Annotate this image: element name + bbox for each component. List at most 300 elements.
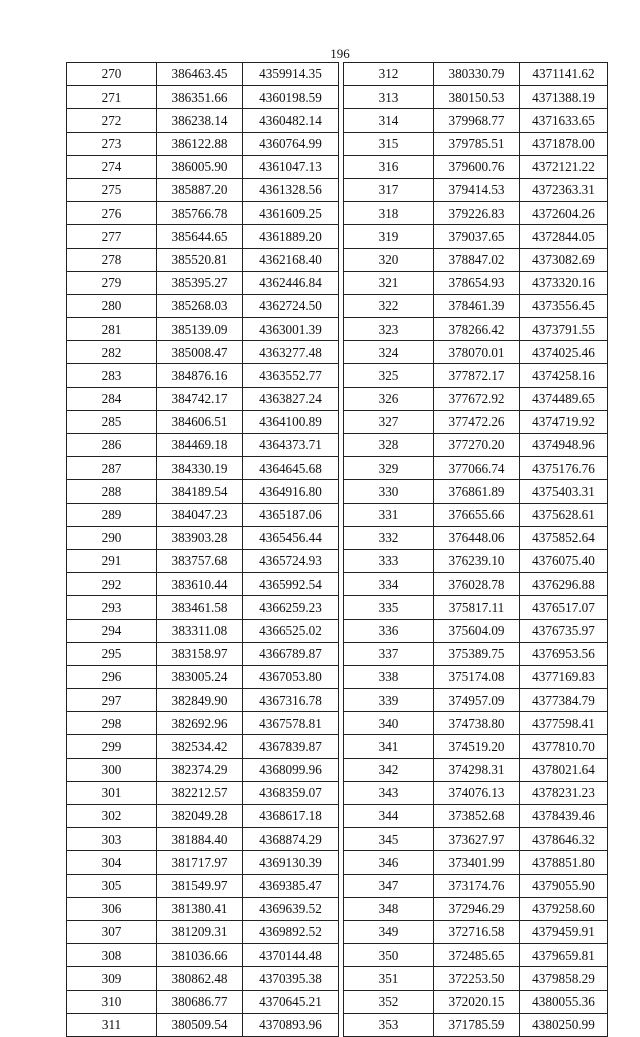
x-coordinate-cell: 379600.76: [434, 155, 520, 178]
point-number-cell: 333: [344, 549, 434, 572]
table-row: [67, 735, 339, 758]
table-row: [67, 364, 339, 387]
y-coordinate-cell: 4366525.02: [243, 619, 339, 642]
y-coordinate-cell: 4362724.50: [243, 294, 339, 317]
y-coordinate-cell: 4359914.35: [243, 63, 339, 86]
x-coordinate-cell: 373627.97: [434, 828, 520, 851]
y-coordinate-cell: 4370395.38: [243, 967, 339, 990]
table-row: [67, 480, 339, 503]
y-coordinate-cell: 4362168.40: [243, 248, 339, 271]
table-row: [344, 480, 608, 503]
point-number-cell: 322: [344, 294, 434, 317]
y-coordinate-cell: 4362446.84: [243, 271, 339, 294]
point-number-cell: 284: [67, 387, 157, 410]
point-number-cell: 340: [344, 712, 434, 735]
x-coordinate-cell: 379037.65: [434, 225, 520, 248]
y-coordinate-cell: 4375403.31: [520, 480, 608, 503]
table-row: [344, 967, 608, 990]
table-row: [67, 573, 339, 596]
point-number-cell: 335: [344, 596, 434, 619]
y-coordinate-cell: 4372121.22: [520, 155, 608, 178]
x-coordinate-cell: 382534.42: [157, 735, 243, 758]
y-coordinate-cell: 4374719.92: [520, 410, 608, 433]
y-coordinate-cell: 4363001.39: [243, 318, 339, 341]
table-row: [67, 294, 339, 317]
point-number-cell: 281: [67, 318, 157, 341]
point-number-cell: 353: [344, 1013, 434, 1036]
point-number-cell: 327: [344, 410, 434, 433]
point-number-cell: 337: [344, 642, 434, 665]
x-coordinate-cell: 382212.57: [157, 781, 243, 804]
y-coordinate-cell: 4379258.60: [520, 897, 608, 920]
y-coordinate-cell: 4367839.87: [243, 735, 339, 758]
y-coordinate-cell: 4378646.32: [520, 828, 608, 851]
point-number-cell: 288: [67, 480, 157, 503]
y-coordinate-cell: 4364100.89: [243, 410, 339, 433]
x-coordinate-cell: 379968.77: [434, 109, 520, 132]
table-row: [344, 202, 608, 225]
table-row: [344, 387, 608, 410]
x-coordinate-cell: 380686.77: [157, 990, 243, 1013]
point-number-cell: 287: [67, 457, 157, 480]
y-coordinate-cell: 4368617.18: [243, 805, 339, 828]
point-number-cell: 348: [344, 897, 434, 920]
point-number-cell: 328: [344, 434, 434, 457]
point-number-cell: 285: [67, 410, 157, 433]
y-coordinate-cell: 4369639.52: [243, 897, 339, 920]
table-row: [67, 851, 339, 874]
x-coordinate-cell: 385008.47: [157, 341, 243, 364]
point-number-cell: 320: [344, 248, 434, 271]
x-coordinate-cell: 376861.89: [434, 480, 520, 503]
y-coordinate-cell: 4378851.80: [520, 851, 608, 874]
point-number-cell: 270: [67, 63, 157, 86]
point-number-cell: 350: [344, 944, 434, 967]
table-row: [67, 248, 339, 271]
y-coordinate-cell: 4378439.46: [520, 805, 608, 828]
y-coordinate-cell: 4377810.70: [520, 735, 608, 758]
y-coordinate-cell: 4376296.88: [520, 573, 608, 596]
point-number-cell: 277: [67, 225, 157, 248]
point-number-cell: 329: [344, 457, 434, 480]
x-coordinate-cell: 378654.93: [434, 271, 520, 294]
x-coordinate-cell: 380150.53: [434, 86, 520, 109]
table-row: [344, 665, 608, 688]
x-coordinate-cell: 385268.03: [157, 294, 243, 317]
y-coordinate-cell: 4372844.05: [520, 225, 608, 248]
x-coordinate-cell: 381717.97: [157, 851, 243, 874]
point-number-cell: 283: [67, 364, 157, 387]
y-coordinate-cell: 4380055.36: [520, 990, 608, 1013]
table-row: [67, 990, 339, 1013]
point-number-cell: 297: [67, 689, 157, 712]
point-number-cell: 300: [67, 758, 157, 781]
x-coordinate-cell: 379414.53: [434, 178, 520, 201]
point-number-cell: 347: [344, 874, 434, 897]
table-row: [344, 990, 608, 1013]
x-coordinate-cell: 376655.66: [434, 503, 520, 526]
table-row: [67, 596, 339, 619]
point-number-cell: 326: [344, 387, 434, 410]
x-coordinate-cell: 381209.31: [157, 920, 243, 943]
y-coordinate-cell: 4371633.65: [520, 109, 608, 132]
point-number-cell: 271: [67, 86, 157, 109]
point-number-cell: 351: [344, 967, 434, 990]
point-number-cell: 295: [67, 642, 157, 665]
x-coordinate-cell: 386351.66: [157, 86, 243, 109]
x-coordinate-cell: 376028.78: [434, 573, 520, 596]
y-coordinate-cell: 4374489.65: [520, 387, 608, 410]
point-number-cell: 299: [67, 735, 157, 758]
table-row: [344, 874, 608, 897]
table-row: [344, 758, 608, 781]
table-row: [67, 503, 339, 526]
table-row: [344, 689, 608, 712]
y-coordinate-cell: 4368874.29: [243, 828, 339, 851]
point-number-cell: 282: [67, 341, 157, 364]
point-number-cell: 317: [344, 178, 434, 201]
point-number-cell: 290: [67, 526, 157, 549]
table-row: [67, 155, 339, 178]
point-number-cell: 294: [67, 619, 157, 642]
x-coordinate-cell: 371785.59: [434, 1013, 520, 1036]
y-coordinate-cell: 4367316.78: [243, 689, 339, 712]
x-coordinate-cell: 375817.11: [434, 596, 520, 619]
table-row: [344, 828, 608, 851]
x-coordinate-cell: 374076.13: [434, 781, 520, 804]
x-coordinate-cell: 383158.97: [157, 642, 243, 665]
y-coordinate-cell: 4376075.40: [520, 549, 608, 572]
table-row: [67, 665, 339, 688]
table-row: [67, 874, 339, 897]
table-row: [344, 178, 608, 201]
y-coordinate-cell: 4376735.97: [520, 619, 608, 642]
point-number-cell: 313: [344, 86, 434, 109]
point-number-cell: 296: [67, 665, 157, 688]
point-number-cell: 303: [67, 828, 157, 851]
x-coordinate-cell: 383005.24: [157, 665, 243, 688]
point-number-cell: 314: [344, 109, 434, 132]
point-number-cell: 292: [67, 573, 157, 596]
point-number-cell: 301: [67, 781, 157, 804]
point-number-cell: 324: [344, 341, 434, 364]
point-number-cell: 312: [344, 63, 434, 86]
y-coordinate-cell: 4363552.77: [243, 364, 339, 387]
x-coordinate-cell: 385520.81: [157, 248, 243, 271]
x-coordinate-cell: 380509.54: [157, 1013, 243, 1036]
table-row: [344, 619, 608, 642]
point-number-cell: 307: [67, 920, 157, 943]
x-coordinate-cell: 383311.08: [157, 619, 243, 642]
x-coordinate-cell: 383757.68: [157, 549, 243, 572]
table-row: [344, 549, 608, 572]
y-coordinate-cell: 4377598.41: [520, 712, 608, 735]
x-coordinate-cell: 378461.39: [434, 294, 520, 317]
y-coordinate-cell: 4373082.69: [520, 248, 608, 271]
table-row: [67, 689, 339, 712]
table-row: [344, 573, 608, 596]
table-row: [67, 86, 339, 109]
x-coordinate-cell: 384876.16: [157, 364, 243, 387]
table-row: [67, 781, 339, 804]
x-coordinate-cell: 386005.90: [157, 155, 243, 178]
point-number-cell: 344: [344, 805, 434, 828]
x-coordinate-cell: 384047.23: [157, 503, 243, 526]
table-row: [67, 63, 339, 86]
table-row: [344, 109, 608, 132]
y-coordinate-cell: 4369385.47: [243, 874, 339, 897]
point-number-cell: 274: [67, 155, 157, 178]
y-coordinate-cell: 4365992.54: [243, 573, 339, 596]
table-row: [344, 735, 608, 758]
point-number-cell: 346: [344, 851, 434, 874]
y-coordinate-cell: 4360482.14: [243, 109, 339, 132]
y-coordinate-cell: 4375852.64: [520, 526, 608, 549]
table-row: [67, 897, 339, 920]
y-coordinate-cell: 4364645.68: [243, 457, 339, 480]
x-coordinate-cell: 382049.28: [157, 805, 243, 828]
x-coordinate-cell: 372253.50: [434, 967, 520, 990]
y-coordinate-cell: 4361889.20: [243, 225, 339, 248]
y-coordinate-cell: 4379055.90: [520, 874, 608, 897]
x-coordinate-cell: 383461.58: [157, 596, 243, 619]
table-row: [67, 758, 339, 781]
point-number-cell: 289: [67, 503, 157, 526]
point-number-cell: 330: [344, 480, 434, 503]
x-coordinate-cell: 372716.58: [434, 920, 520, 943]
point-number-cell: 272: [67, 109, 157, 132]
x-coordinate-cell: 378847.02: [434, 248, 520, 271]
point-number-cell: 321: [344, 271, 434, 294]
y-coordinate-cell: 4365456.44: [243, 526, 339, 549]
table-row: [67, 1013, 339, 1036]
y-coordinate-cell: 4361047.13: [243, 155, 339, 178]
x-coordinate-cell: 377270.20: [434, 434, 520, 457]
y-coordinate-cell: 4371878.00: [520, 132, 608, 155]
point-number-cell: 279: [67, 271, 157, 294]
point-number-cell: 275: [67, 178, 157, 201]
y-coordinate-cell: 4374948.96: [520, 434, 608, 457]
table-row: [67, 805, 339, 828]
y-coordinate-cell: 4360198.59: [243, 86, 339, 109]
x-coordinate-cell: 378070.01: [434, 341, 520, 364]
table-row: [67, 410, 339, 433]
coordinate-table-left: [66, 62, 339, 1037]
table-row: [344, 526, 608, 549]
x-coordinate-cell: 384469.18: [157, 434, 243, 457]
table-row: [344, 642, 608, 665]
point-number-cell: 338: [344, 665, 434, 688]
y-coordinate-cell: 4369130.39: [243, 851, 339, 874]
y-coordinate-cell: 4376517.07: [520, 596, 608, 619]
x-coordinate-cell: 385887.20: [157, 178, 243, 201]
x-coordinate-cell: 372020.15: [434, 990, 520, 1013]
table-row: [67, 341, 339, 364]
point-number-cell: 280: [67, 294, 157, 317]
y-coordinate-cell: 4366259.23: [243, 596, 339, 619]
point-number-cell: 331: [344, 503, 434, 526]
point-number-cell: 341: [344, 735, 434, 758]
table-row: [67, 526, 339, 549]
table-row: [344, 434, 608, 457]
point-number-cell: 309: [67, 967, 157, 990]
x-coordinate-cell: 382849.90: [157, 689, 243, 712]
point-number-cell: 332: [344, 526, 434, 549]
table-row: [344, 294, 608, 317]
table-row: [344, 781, 608, 804]
x-coordinate-cell: 384742.17: [157, 387, 243, 410]
y-coordinate-cell: 4375176.76: [520, 457, 608, 480]
point-number-cell: 293: [67, 596, 157, 619]
point-number-cell: 349: [344, 920, 434, 943]
point-number-cell: 319: [344, 225, 434, 248]
point-number-cell: 318: [344, 202, 434, 225]
x-coordinate-cell: 373852.68: [434, 805, 520, 828]
y-coordinate-cell: 4373320.16: [520, 271, 608, 294]
x-coordinate-cell: 382374.29: [157, 758, 243, 781]
y-coordinate-cell: 4367578.81: [243, 712, 339, 735]
y-coordinate-cell: 4364373.71: [243, 434, 339, 457]
x-coordinate-cell: 381380.41: [157, 897, 243, 920]
x-coordinate-cell: 374519.20: [434, 735, 520, 758]
table-row: [67, 387, 339, 410]
x-coordinate-cell: 381884.40: [157, 828, 243, 851]
point-number-cell: 278: [67, 248, 157, 271]
x-coordinate-cell: 377872.17: [434, 364, 520, 387]
table-row: [67, 642, 339, 665]
x-coordinate-cell: 372946.29: [434, 897, 520, 920]
x-coordinate-cell: 379226.83: [434, 202, 520, 225]
y-coordinate-cell: 4361328.56: [243, 178, 339, 201]
point-number-cell: 345: [344, 828, 434, 851]
y-coordinate-cell: 4377169.83: [520, 665, 608, 688]
x-coordinate-cell: 374957.09: [434, 689, 520, 712]
coordinate-table-right: [343, 62, 608, 1037]
table-row: [344, 1013, 608, 1036]
table-row: [67, 271, 339, 294]
table-row: [344, 897, 608, 920]
point-number-cell: 336: [344, 619, 434, 642]
y-coordinate-cell: 4368359.07: [243, 781, 339, 804]
y-coordinate-cell: 4375628.61: [520, 503, 608, 526]
y-coordinate-cell: 4379459.91: [520, 920, 608, 943]
y-coordinate-cell: 4361609.25: [243, 202, 339, 225]
y-coordinate-cell: 4363827.24: [243, 387, 339, 410]
y-coordinate-cell: 4370144.48: [243, 944, 339, 967]
x-coordinate-cell: 381549.97: [157, 874, 243, 897]
table-row: [344, 805, 608, 828]
x-coordinate-cell: 385766.78: [157, 202, 243, 225]
table-row: [344, 920, 608, 943]
table-row: [344, 712, 608, 735]
y-coordinate-cell: 4369892.52: [243, 920, 339, 943]
table-row: [67, 920, 339, 943]
table-row: [67, 202, 339, 225]
point-number-cell: 310: [67, 990, 157, 1013]
table-row: [67, 434, 339, 457]
table-row: [67, 967, 339, 990]
y-coordinate-cell: 4360764.99: [243, 132, 339, 155]
table-row: [344, 341, 608, 364]
x-coordinate-cell: 386238.14: [157, 109, 243, 132]
point-number-cell: 306: [67, 897, 157, 920]
y-coordinate-cell: 4379659.81: [520, 944, 608, 967]
table-row: [344, 364, 608, 387]
table-row: [344, 63, 608, 86]
y-coordinate-cell: 4365724.93: [243, 549, 339, 572]
table-row: [67, 619, 339, 642]
x-coordinate-cell: 384606.51: [157, 410, 243, 433]
x-coordinate-cell: 378266.42: [434, 318, 520, 341]
table-row: [344, 248, 608, 271]
x-coordinate-cell: 381036.66: [157, 944, 243, 967]
y-coordinate-cell: 4378021.64: [520, 758, 608, 781]
x-coordinate-cell: 384189.54: [157, 480, 243, 503]
x-coordinate-cell: 386463.45: [157, 63, 243, 86]
x-coordinate-cell: 377472.26: [434, 410, 520, 433]
y-coordinate-cell: 4373556.45: [520, 294, 608, 317]
table-row: [67, 712, 339, 735]
x-coordinate-cell: 384330.19: [157, 457, 243, 480]
y-coordinate-cell: 4379858.29: [520, 967, 608, 990]
point-number-cell: 316: [344, 155, 434, 178]
x-coordinate-cell: 376448.06: [434, 526, 520, 549]
x-coordinate-cell: 385644.65: [157, 225, 243, 248]
table-row: [344, 944, 608, 967]
point-number-cell: 291: [67, 549, 157, 572]
table-row: [67, 944, 339, 967]
x-coordinate-cell: 382692.96: [157, 712, 243, 735]
table-row: [344, 225, 608, 248]
x-coordinate-cell: 377066.74: [434, 457, 520, 480]
point-number-cell: 352: [344, 990, 434, 1013]
y-coordinate-cell: 4377384.79: [520, 689, 608, 712]
table-row: [344, 457, 608, 480]
table-row: [67, 178, 339, 201]
point-number-cell: 323: [344, 318, 434, 341]
point-number-cell: 339: [344, 689, 434, 712]
point-number-cell: 342: [344, 758, 434, 781]
y-coordinate-cell: 4366789.87: [243, 642, 339, 665]
x-coordinate-cell: 385395.27: [157, 271, 243, 294]
point-number-cell: 311: [67, 1013, 157, 1036]
y-coordinate-cell: 4374258.16: [520, 364, 608, 387]
x-coordinate-cell: 373401.99: [434, 851, 520, 874]
y-coordinate-cell: 4376953.56: [520, 642, 608, 665]
table-row: [67, 828, 339, 851]
y-coordinate-cell: 4373791.55: [520, 318, 608, 341]
table-row: [344, 851, 608, 874]
x-coordinate-cell: 375174.08: [434, 665, 520, 688]
point-number-cell: 305: [67, 874, 157, 897]
y-coordinate-cell: 4378231.23: [520, 781, 608, 804]
y-coordinate-cell: 4371388.19: [520, 86, 608, 109]
point-number-cell: 343: [344, 781, 434, 804]
y-coordinate-cell: 4363277.48: [243, 341, 339, 364]
table-row: [67, 109, 339, 132]
y-coordinate-cell: 4368099.96: [243, 758, 339, 781]
point-number-cell: 276: [67, 202, 157, 225]
y-coordinate-cell: 4372604.26: [520, 202, 608, 225]
table-row: [344, 318, 608, 341]
table-row: [344, 155, 608, 178]
x-coordinate-cell: 385139.09: [157, 318, 243, 341]
y-coordinate-cell: 4365187.06: [243, 503, 339, 526]
y-coordinate-cell: 4370645.21: [243, 990, 339, 1013]
point-number-cell: 286: [67, 434, 157, 457]
table-row: [344, 503, 608, 526]
x-coordinate-cell: 373174.76: [434, 874, 520, 897]
